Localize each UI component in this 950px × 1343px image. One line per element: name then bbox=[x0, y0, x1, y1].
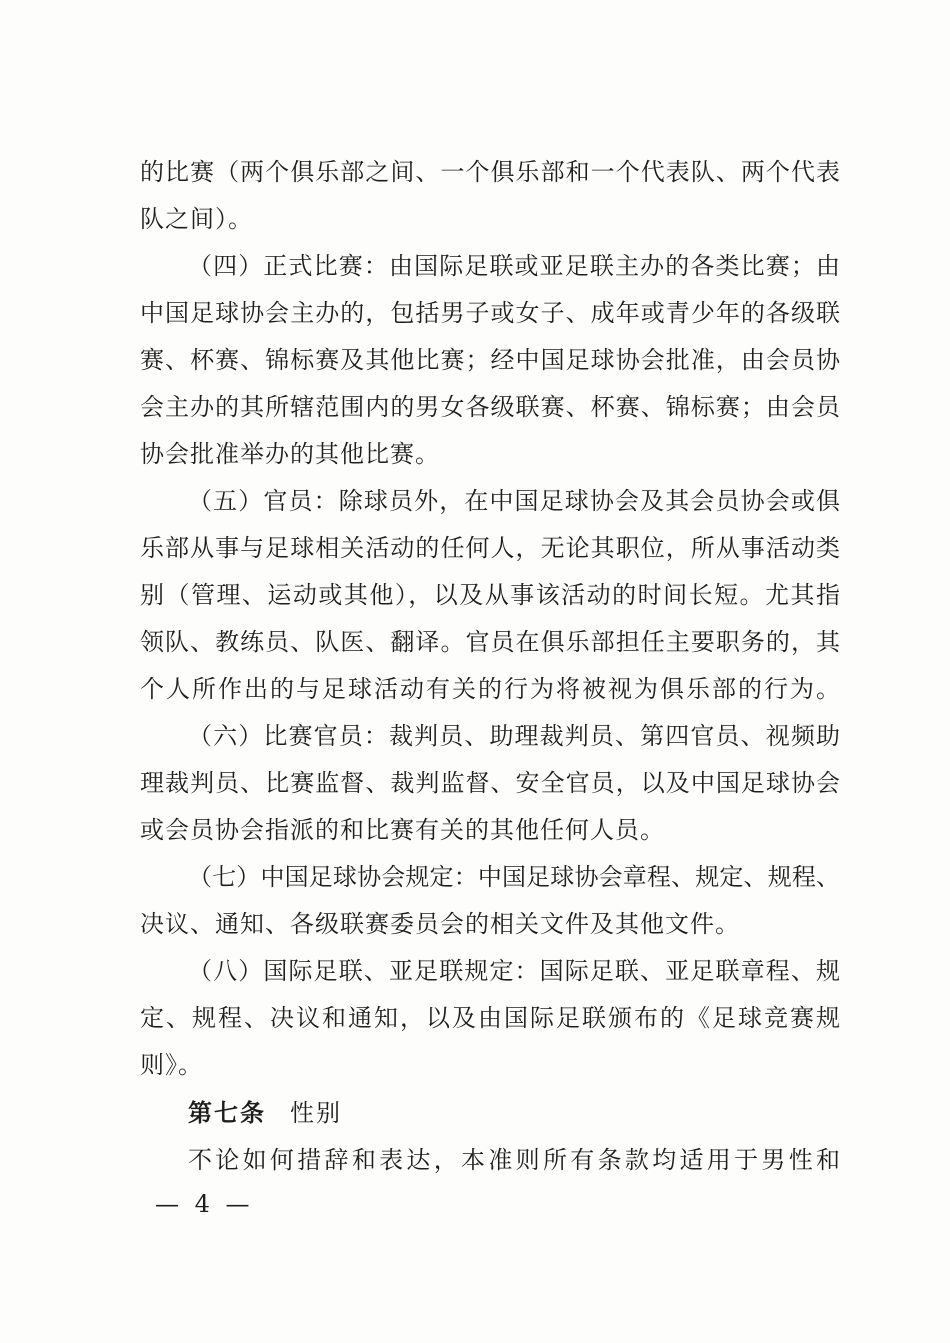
text-line: 会主办的其所辖范围内的男女各级联赛、杯赛、锦标赛；由会员 bbox=[140, 393, 840, 421]
text-line: 的比赛（两个俱乐部之间、一个俱乐部和一个代表队、两个代表 bbox=[140, 158, 840, 186]
text-line: 则》。 bbox=[140, 1051, 203, 1079]
paragraph-lines bbox=[140, 149, 840, 1089]
text-line: 乐部从事与足球相关活动的任何人，无论其职位，所从事活动类 bbox=[140, 534, 840, 562]
text-line: （八）国际足联、亚足联规定：国际足联、亚足联章程、规 bbox=[188, 957, 840, 985]
text-line: 不论如何措辞和表达，本准则所有条款均适用于男性和 bbox=[188, 1146, 840, 1174]
text-line: 定、规程、决议和通知，以及由国际足联颁布的《足球竞赛规 bbox=[140, 1004, 840, 1032]
text-line: 中国足球协会主办的，包括男子或女子、成年或青少年的各级联 bbox=[140, 299, 840, 327]
text-line: 或会员协会指派的和比赛有关的其他任何人员。 bbox=[140, 816, 665, 844]
text-line: 决议、通知、各级联赛委员会的相关文件及其他文件。 bbox=[140, 910, 740, 938]
text-line: 个人所作出的与足球活动有关的行为将被视为俱乐部的行为。 bbox=[140, 675, 840, 703]
text-line: 领队、教练员、队医、翻译。官员在俱乐部担任主要职务的，其 bbox=[140, 628, 840, 656]
article-title: 性别 bbox=[290, 1099, 342, 1127]
text-line: 协会批准举办的其他比赛。 bbox=[140, 440, 440, 468]
text-line: 理裁判员、比赛监督、裁判监督、安全官员，以及中国足球协会 bbox=[140, 769, 840, 797]
document-body bbox=[140, 149, 840, 1184]
article-number: 第七条 bbox=[188, 1098, 266, 1127]
text-line: （五）官员：除球员外，在中国足球协会及其会员协会或俱 bbox=[188, 487, 840, 515]
page-number: — 4 — bbox=[155, 1190, 254, 1218]
text-line: （四）正式比赛：由国际足联或亚足联主办的各类比赛；由 bbox=[188, 252, 840, 280]
text-line: 赛、杯赛、锦标赛及其他比赛；经中国足球协会批准，由会员协 bbox=[140, 346, 840, 374]
text-line: 别（管理、运动或其他），以及从事该活动的时间长短。尤其指 bbox=[140, 581, 840, 609]
text-line: （七）中国足球协会规定：中国足球协会章程、规定、规程、 bbox=[188, 863, 840, 891]
article-heading bbox=[140, 1089, 840, 1137]
text-line: （六）比赛官员：裁判员、助理裁判员、第四官员、视频助 bbox=[188, 722, 840, 750]
text-line: 队之间）。 bbox=[140, 205, 253, 233]
